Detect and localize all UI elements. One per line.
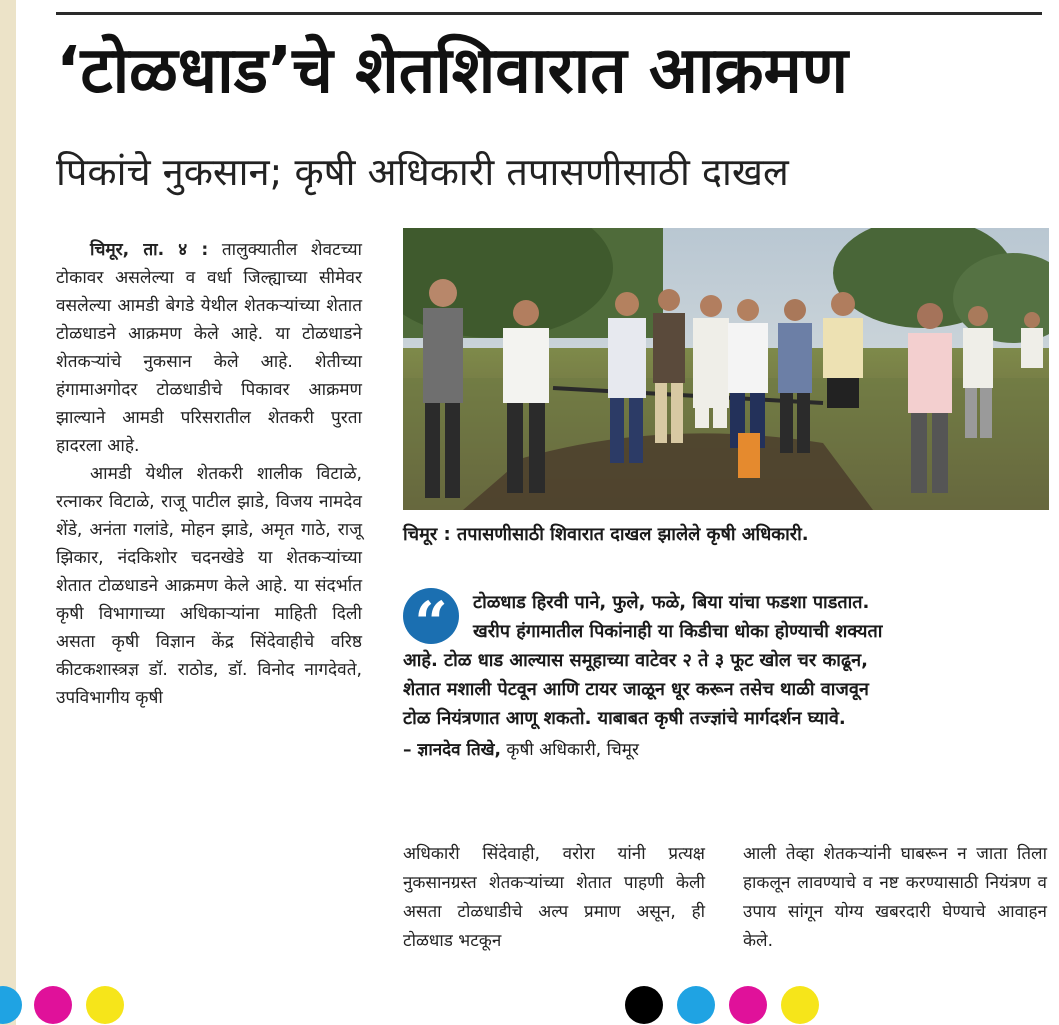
- right-column: [743, 840, 1047, 956]
- left-column: [56, 236, 362, 712]
- subheadline: पिकांचे नुकसान; कृषी अधिकारी तपासणीसाठी दाखल: [56, 150, 789, 194]
- registration-dot-magenta-right: [729, 986, 767, 1024]
- quote-author-role: कृषी अधिकारी, चिमूर: [501, 740, 639, 760]
- quote-line-4: शेतात मशाली पेटवून आणि टायर जाळून धूर करून तसेच थाळी वाजवून: [403, 679, 869, 700]
- quote-author-name: – ज्ञानदेव तिखे,: [403, 740, 502, 760]
- top-rule: [56, 12, 1042, 15]
- quote-line-1: टोळधाड हिरवी पाने, फुले, फळे, बिया यांचा फडशा पाडतात.: [473, 592, 870, 613]
- left-paragraph-1: [56, 236, 362, 460]
- registration-dot-yellow-left: [86, 986, 124, 1024]
- quote-mark-icon: “: [403, 588, 459, 644]
- registration-dot-black: [625, 986, 663, 1024]
- registration-dot-cyan-right: [677, 986, 715, 1024]
- quote-line-2: खरीप हंगामातील पिकांनाही या किडीचा धोका होण्याची शक्यता: [473, 621, 883, 642]
- photo-caption: चिमूर : तपासणीसाठी शिवारात दाखल झालेले कृषी अधिकारी.: [403, 524, 809, 545]
- registration-dot-yellow-right: [781, 986, 819, 1024]
- left-paragraph-1-text: तालुक्यातील शेवटच्या टोकावर असलेल्या व वर्धा जिल्ह्याच्या सीमेवर वसलेल्या आमडी बेगडे येथील शेतकऱ्यांच्या शेतात टोळधाडने आक्रमण केले आहे. या टोळधाडने शेतकऱ्यांचे नुकसान केले आहे. शेतीच्या हंगामाअगोदर टोळधाडीचे पिकावर आक्रमण झाल्याने आमडी परिसरातील शेतकरी पुरता हादरला आहे.: [56, 240, 362, 456]
- middle-paragraph: अधिकारी सिंदेवाही, वरोरा यांनी प्रत्यक्ष नुकसानग्रस्त शेतकऱ्यांच्या शेतात पाहणी केली असता टोळधाडीचे अल्प प्रमाण असून, ही टोळधाड भटकून: [403, 844, 705, 951]
- registration-dot-magenta-left: [34, 986, 72, 1024]
- quote-line-3: आहे. टोळ धाड आल्यास समूहाच्या वाटेवर २ ते ३ फूट खोल चर काढून,: [403, 650, 868, 671]
- registration-dot-cyan-left: [0, 986, 22, 1024]
- dateline: चिमूर, ता. ४ :: [90, 240, 209, 260]
- field-photo-illustration: [403, 228, 1049, 510]
- quote-line-5: टोळ नियंत्रणात आणू शकतो. याबाबत कृषी तज्ज्ञांचे मार्गदर्शन घ्यावे.: [403, 708, 846, 729]
- quote-author: [403, 735, 1049, 765]
- left-paragraph-2: आमडी येथील शेतकरी शालीक विटाळे, रत्नाकर विटाळे, राजू पाटील झाडे, विजय नामदेव शेंडे, अनंता गलांडे, मोहन झाडे, अमृत गाठे, राजू झिकार, नंदकिशोर चदनखेडे या शेतकऱ्यांच्या शेतात टोळधाडने आक्रमण केले आहे. या संदर्भात कृषी विभागाच्या अधिकाऱ्यांना माहिती दिली असता कृषी विज्ञान केंद्र सिंदेवाहीचे वरिष्ठ कीटकशास्त्रज्ञ डॉ. राठोड, डॉ. विनोद नागदेवते, उपविभागीय कृषी: [56, 464, 362, 708]
- pull-quote: [403, 588, 1049, 765]
- middle-column: [403, 840, 705, 956]
- right-paragraph: आली तेव्हा शेतकऱ्यांनी घाबरून न जाता तिला हाकलून लावण्याचे व नष्ट करण्यासाठी नियंत्रण व उपाय सांगून योग्य खबरदारी घेण्याचे आवाहन केले.: [743, 844, 1047, 951]
- headline: ‘टोळधाड’चे शेतशिवारात आक्रमण: [56, 34, 849, 108]
- page-edge-strip: [0, 0, 16, 1025]
- news-photo: [403, 228, 1049, 510]
